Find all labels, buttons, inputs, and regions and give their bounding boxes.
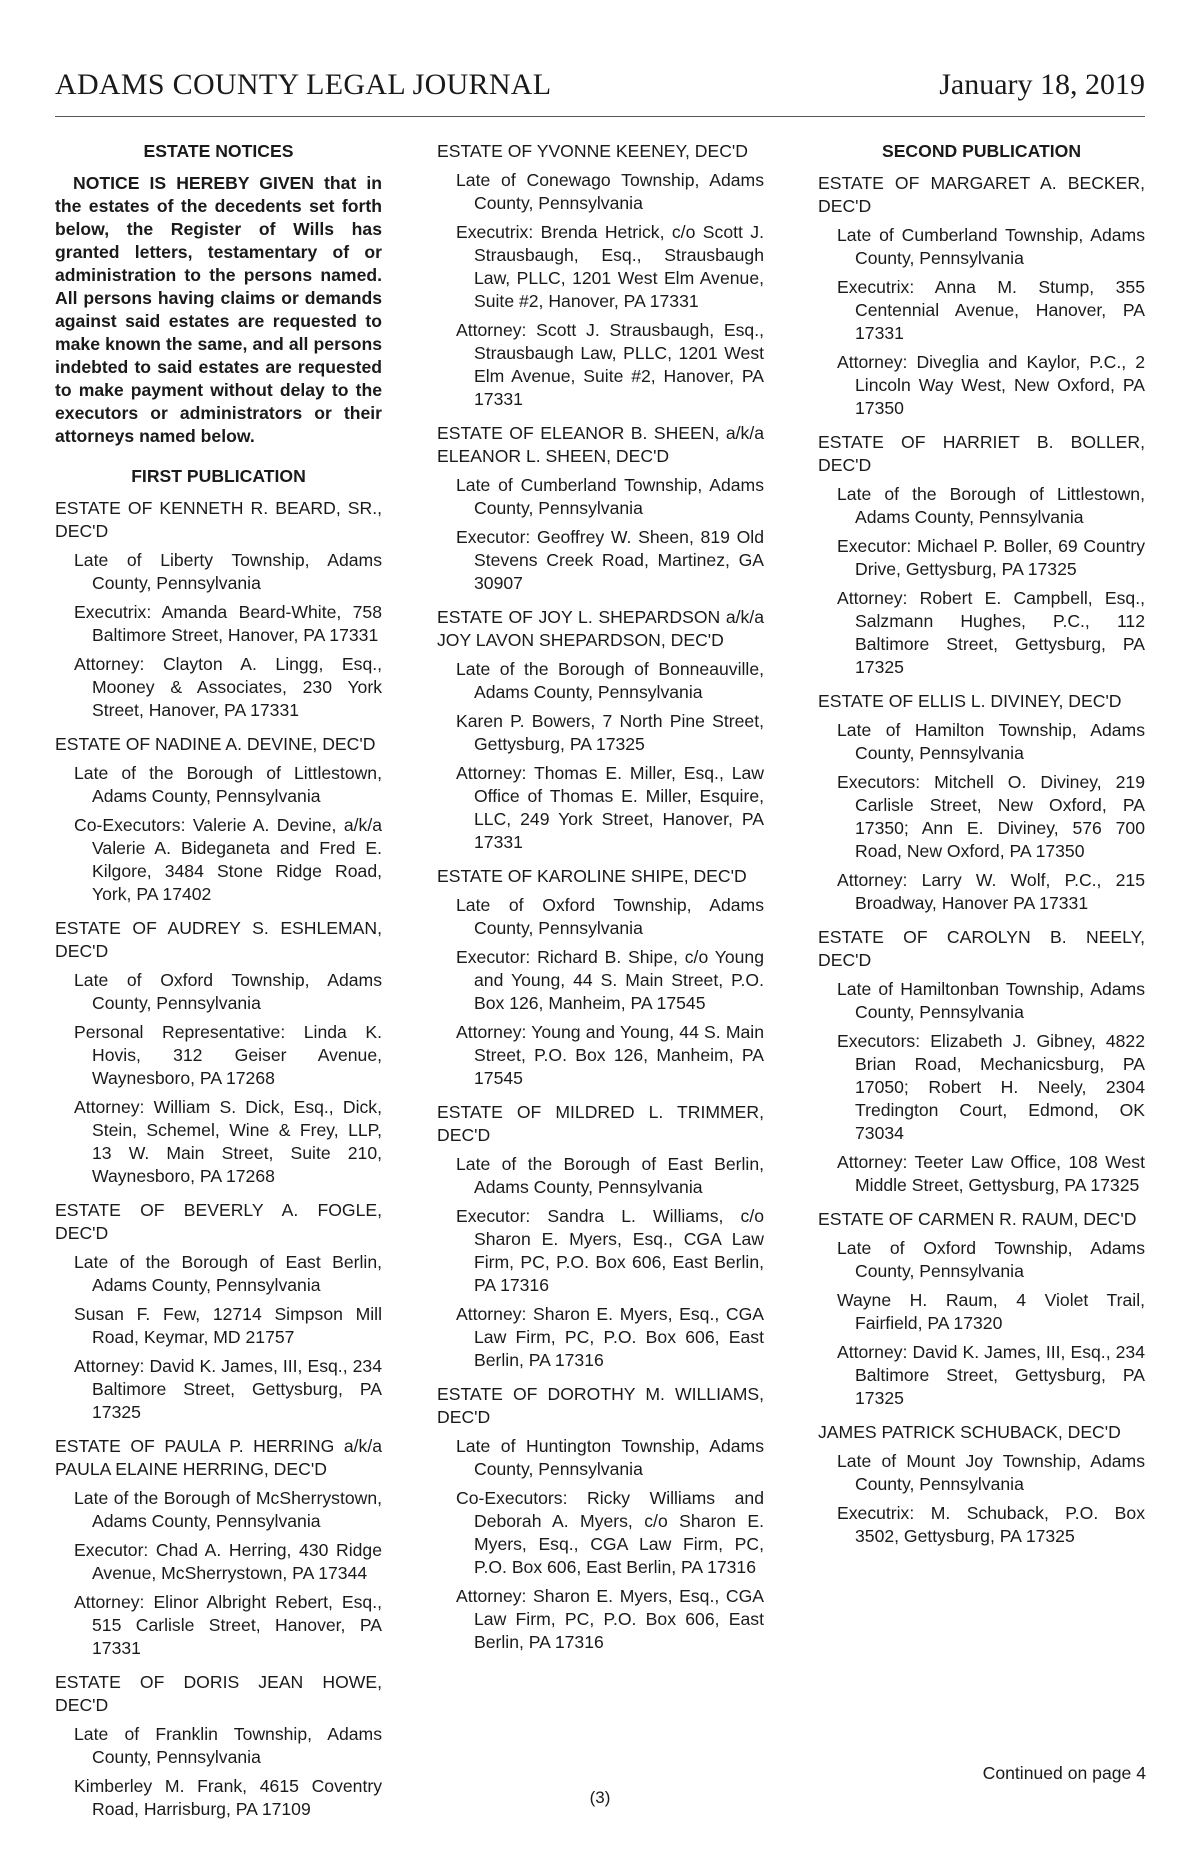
estate-name: ESTATE OF HARRIET B. BOLLER, DEC'D [818, 432, 1145, 475]
estate-name: ESTATE OF ELLIS L. DIVINEY, DEC'D [818, 691, 1122, 711]
estate-detail: Attorney: Diveglia and Kaylor, P.C., 2 Lincoln Way West, New Oxford, PA 17350 [837, 352, 1145, 418]
estate-name: ESTATE OF YVONNE KEENEY, DEC'D [437, 141, 748, 161]
estate-detail: Attorney: Clayton A. Lingg, Esq., Mooney & Associates, 230 York Street, Hanover, PA 17331 [74, 654, 382, 720]
estate-detail: Executrix: Brenda Hetrick, c/o Scott J. Strausbaugh, Esq., Strausbaugh Law, PLLC, 1201 West Elm Avenue, Suite #2, Hanover, PA 17331 [456, 222, 764, 311]
estate-detail: Attorney: Sharon E. Myers, Esq., CGA Law Firm, PC, P.O. Box 606, East Berlin, PA 17316 [456, 1304, 764, 1370]
estate-detail: Late of Oxford Township, Adams County, Pennsylvania [74, 970, 382, 1013]
estate-name: ESTATE OF MARGARET A. BECKER, DEC'D [818, 173, 1145, 216]
estate-detail: Attorney: Teeter Law Office, 108 West Middle Street, Gettysburg, PA 17325 [837, 1152, 1145, 1195]
estate-detail: Executrix: M. Schuback, P.O. Box 3502, Gettysburg, PA 17325 [837, 1503, 1145, 1546]
estate-notice [818, 431, 1145, 679]
estate-detail: Late of Mount Joy Township, Adams County, Pennsylvania [837, 1451, 1145, 1494]
estate-detail: Late of Oxford Township, Adams County, Pennsylvania [837, 1238, 1145, 1281]
estate-notice [55, 497, 382, 722]
estate-notice [55, 917, 382, 1188]
estate-notice [437, 865, 764, 1090]
estate-detail: Executrix: Amanda Beard-White, 758 Baltimore Street, Hanover, PA 17331 [74, 602, 382, 645]
estate-detail: Late of Cumberland Township, Adams County, Pennsylvania [456, 475, 764, 518]
estate-detail: Susan F. Few, 12714 Simpson Mill Road, Keymar, MD 21757 [74, 1304, 382, 1347]
estate-detail: Late of Conewago Township, Adams County, Pennsylvania [456, 170, 764, 213]
estate-detail: Attorney: Larry W. Wolf, P.C., 215 Broadway, Hanover PA 17331 [837, 870, 1145, 913]
estate-notice [818, 1208, 1145, 1410]
estate-detail: Executor: Chad A. Herring, 430 Ridge Avenue, McSherrystown, PA 17344 [74, 1540, 382, 1583]
estate-notice [437, 422, 764, 595]
estate-name: ESTATE OF PAULA P. HERRING a/k/a PAULA ELAINE HERRING, DEC'D [55, 1436, 382, 1479]
estate-detail: Late of Liberty Township, Adams County, Pennsylvania [74, 550, 382, 593]
estate-detail: Late of the Borough of Littlestown, Adams County, Pennsylvania [837, 484, 1145, 527]
estate-detail: Wayne H. Raum, 4 Violet Trail, Fairfield, PA 17320 [837, 1290, 1145, 1333]
notice-intro: NOTICE IS HEREBY GIVEN that in the estates of the decedents set forth below, the Register of Wills has granted letters, testamentary of or administration to the persons named. All persons having claims or demands against said estates are requested to make known the same, and all persons indebted to said estates are requested to make payment without delay to the executors or administrators or their attorneys named below. [55, 173, 382, 446]
estate-detail: Attorney: Robert E. Campbell, Esq., Salzmann Hughes, P.C., 112 Baltimore Street, Gettysburg, PA 17325 [837, 588, 1145, 677]
estate-detail: Late of the Borough of Bonneauville, Adams County, Pennsylvania [456, 659, 764, 702]
estate-notice [437, 1101, 764, 1372]
estate-detail: Executor: Michael P. Boller, 69 Country Drive, Gettysburg, PA 17325 [837, 536, 1145, 579]
estate-detail: Karen P. Bowers, 7 North Pine Street, Gettysburg, PA 17325 [456, 711, 764, 754]
estate-detail: Executor: Sandra L. Williams, c/o Sharon E. Myers, Esq., CGA Law Firm, PC, P.O. Box 606, East Berlin, PA 17316 [456, 1206, 764, 1295]
estate-notice [818, 926, 1145, 1197]
page-number: (3) [589, 1788, 611, 1807]
estate-notice [818, 690, 1145, 915]
estate-detail: Attorney: Sharon E. Myers, Esq., CGA Law Firm, PC, P.O. Box 606, East Berlin, PA 17316 [456, 1586, 764, 1652]
estate-detail: Late of Franklin Township, Adams County, Pennsylvania [74, 1724, 382, 1767]
estate-detail: Executors: Elizabeth J. Gibney, 4822 Brian Road, Mechanicsburg, PA 17050; Robert H. Neely, 2304 Tredington Court, Edmond, OK 73034 [837, 1031, 1145, 1143]
estate-name: ESTATE OF KENNETH R. BEARD, SR., DEC'D [55, 498, 382, 541]
estate-detail: Executor: Richard B. Shipe, c/o Young and Young, 44 S. Main Street, P.O. Box 126, Manheim, PA 17545 [456, 947, 764, 1013]
estate-notice [437, 140, 764, 411]
estate-detail: Kimberley M. Frank, 4615 Coventry Road, Harrisburg, PA 17109 [74, 1776, 382, 1819]
estate-notice [437, 606, 764, 854]
estate-detail: Co-Executors: Ricky Williams and Deborah A. Myers, c/o Sharon E. Myers, Esq., CGA Law Firm, PC, P.O. Box 606, East Berlin, PA 17316 [456, 1488, 764, 1577]
estate-detail: Co-Executors: Valerie A. Devine, a/k/a Valerie A. Bideganeta and Fred E. Kilgore, 3484 Stone Ridge Road, York, PA 17402 [74, 815, 382, 904]
estate-detail: Executrix: Anna M. Stump, 355 Centennial Avenue, Hanover, PA 17331 [837, 277, 1145, 343]
estate-name: ESTATE OF CAROLYN B. NEELY, DEC'D [818, 927, 1145, 970]
estate-detail: Personal Representative: Linda K. Hovis, 312 Geiser Avenue, Waynesboro, PA 17268 [74, 1022, 382, 1088]
estate-detail: Late of the Borough of East Berlin, Adams County, Pennsylvania [74, 1252, 382, 1295]
column-2 [437, 140, 764, 1665]
estate-detail: Late of Oxford Township, Adams County, Pennsylvania [456, 895, 764, 938]
estate-name: ESTATE OF DOROTHY M. WILLIAMS, DEC'D [437, 1384, 764, 1427]
masthead [55, 68, 1145, 117]
estate-detail: Attorney: David K. James, III, Esq., 234 Baltimore Street, Gettysburg, PA 17325 [74, 1356, 382, 1422]
estate-name: JAMES PATRICK SCHUBACK, DEC'D [818, 1422, 1121, 1442]
estate-notice [55, 733, 382, 906]
first-publication-heading: FIRST PUBLICATION [131, 466, 306, 486]
journal-title: ADAMS COUNTY LEGAL JOURNAL [55, 68, 552, 101]
estate-name: ESTATE OF AUDREY S. ESHLEMAN, DEC'D [55, 918, 382, 961]
estate-detail: Late of the Borough of East Berlin, Adams County, Pennsylvania [456, 1154, 764, 1197]
estate-detail: Attorney: Elinor Albright Rebert, Esq., 515 Carlisle Street, Hanover, PA 17331 [74, 1592, 382, 1658]
estate-detail: Late of Cumberland Township, Adams County, Pennsylvania [837, 225, 1145, 268]
column-3 [818, 140, 1145, 1559]
estate-detail: Executors: Mitchell O. Diviney, 219 Carlisle Street, New Oxford, PA 17350; Ann E. Diviney, 576 700 Road, New Oxford, PA 17350 [837, 772, 1145, 861]
estate-detail: Attorney: Young and Young, 44 S. Main Street, P.O. Box 126, Manheim, PA 17545 [456, 1022, 764, 1088]
estate-notice [818, 172, 1145, 420]
estate-name: ESTATE OF NADINE A. DEVINE, DEC'D [55, 734, 376, 754]
estate-name: ESTATE OF ELEANOR B. SHEEN, a/k/a ELEANOR L. SHEEN, DEC'D [437, 423, 764, 466]
column-1 [55, 140, 382, 1832]
estate-detail: Attorney: Scott J. Strausbaugh, Esq., Strausbaugh Law, PLLC, 1201 West Elm Avenue, Suite #2, Hanover, PA 17331 [456, 320, 764, 409]
estate-notice [437, 1383, 764, 1654]
continued-note: Continued on page 4 [982, 1763, 1146, 1783]
estate-name: ESTATE OF JOY L. SHEPARDSON a/k/a JOY LAVON SHEPARDSON, DEC'D [437, 607, 764, 650]
estate-detail: Attorney: David K. James, III, Esq., 234 Baltimore Street, Gettysburg, PA 17325 [837, 1342, 1145, 1408]
issue-date: January 18, 2019 [939, 68, 1145, 101]
estate-detail: Attorney: William S. Dick, Esq., Dick, Stein, Schemel, Wine & Frey, LLP, 13 W. Main Street, Suite 210, Waynesboro, PA 17268 [74, 1097, 382, 1186]
estate-detail: Attorney: Thomas E. Miller, Esq., Law Office of Thomas E. Miller, Esquire, LLC, 249 York Street, Hanover, PA 17331 [456, 763, 764, 852]
estate-notice [818, 1421, 1145, 1548]
estate-detail: Late of the Borough of Littlestown, Adams County, Pennsylvania [74, 763, 382, 806]
estate-notice [55, 1435, 382, 1660]
estate-detail: Late of Hamilton Township, Adams County, Pennsylvania [837, 720, 1145, 763]
estate-detail: Late of the Borough of McSherrystown, Adams County, Pennsylvania [74, 1488, 382, 1531]
estate-name: ESTATE OF CARMEN R. RAUM, DEC'D [818, 1209, 1137, 1229]
estate-name: ESTATE OF BEVERLY A. FOGLE, DEC'D [55, 1200, 382, 1243]
estate-name: ESTATE OF DORIS JEAN HOWE, DEC'D [55, 1672, 382, 1715]
estate-detail: Late of Hamiltonban Township, Adams County, Pennsylvania [837, 979, 1145, 1022]
estate-notice [55, 1199, 382, 1424]
estate-detail: Late of Huntington Township, Adams County, Pennsylvania [456, 1436, 764, 1479]
estate-detail: Executor: Geoffrey W. Sheen, 819 Old Stevens Creek Road, Martinez, GA 30907 [456, 527, 764, 593]
section-title: ESTATE NOTICES [143, 141, 294, 161]
estate-name: ESTATE OF KAROLINE SHIPE, DEC'D [437, 866, 747, 886]
estate-name: ESTATE OF MILDRED L. TRIMMER, DEC'D [437, 1102, 764, 1145]
second-publication-heading: SECOND PUBLICATION [881, 141, 1082, 161]
